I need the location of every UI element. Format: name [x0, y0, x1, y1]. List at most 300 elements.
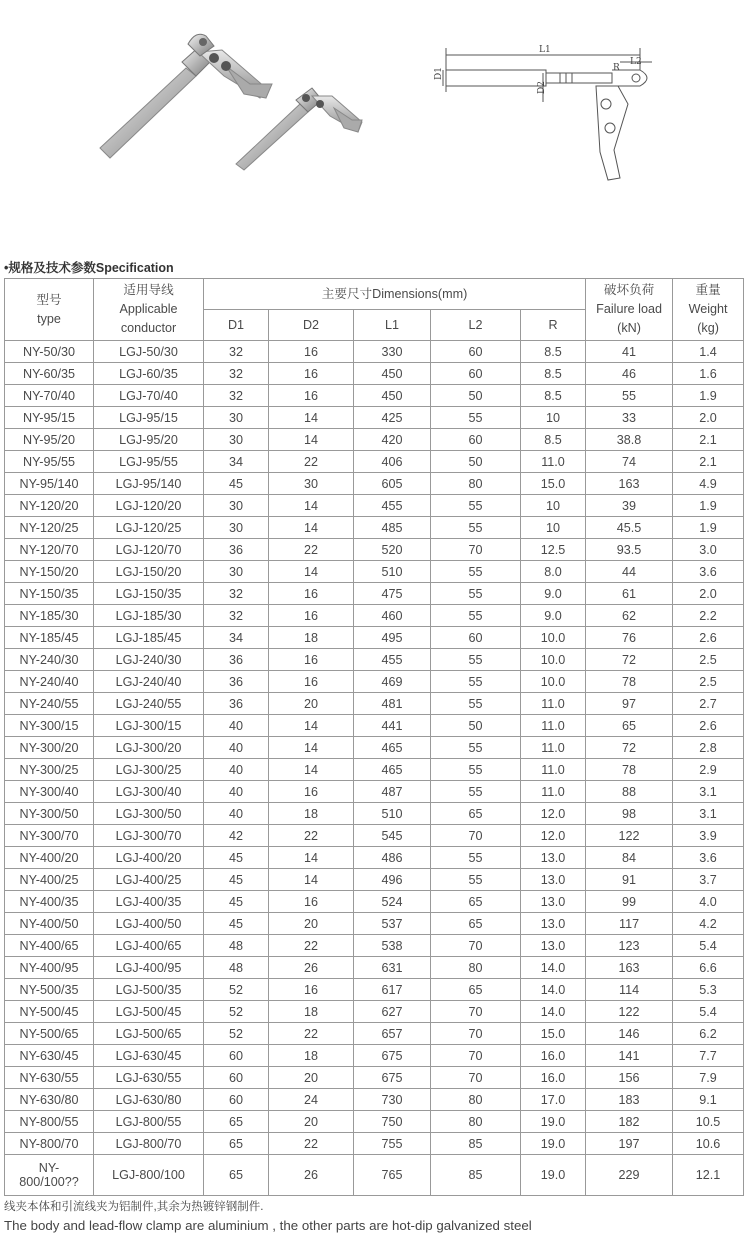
- table-cell: 487: [354, 781, 431, 803]
- table-cell: 10.6: [673, 1133, 744, 1155]
- table-cell: 99: [586, 891, 673, 913]
- table-row: [5, 847, 744, 869]
- table-cell: NY-300/40: [5, 781, 94, 803]
- table-cell: 45: [204, 473, 269, 495]
- table-cell: NY-400/35: [5, 891, 94, 913]
- table-cell: LGJ-50/30: [94, 341, 204, 363]
- table-cell: 78: [586, 671, 673, 693]
- table-cell: 475: [354, 583, 431, 605]
- table-cell: LGJ-400/50: [94, 913, 204, 935]
- table-row: [5, 935, 744, 957]
- table-cell: 98: [586, 803, 673, 825]
- table-cell: 36: [204, 671, 269, 693]
- table-cell: LGJ-60/35: [94, 363, 204, 385]
- table-cell: NY-95/55: [5, 451, 94, 473]
- table-row: [5, 1067, 744, 1089]
- table-cell: 11.0: [521, 451, 586, 473]
- table-cell: 16: [269, 891, 354, 913]
- table-cell: 65: [431, 803, 521, 825]
- table-cell: 7.9: [673, 1067, 744, 1089]
- table-cell: 485: [354, 517, 431, 539]
- table-cell: 197: [586, 1133, 673, 1155]
- table-cell: 52: [204, 1001, 269, 1023]
- table-cell: 78: [586, 759, 673, 781]
- table-cell: 16: [269, 979, 354, 1001]
- table-cell: LGJ-500/45: [94, 1001, 204, 1023]
- table-cell: LGJ-120/70: [94, 539, 204, 561]
- table-cell: 88: [586, 781, 673, 803]
- table-cell: LGJ-70/40: [94, 385, 204, 407]
- table-cell: 3.7: [673, 869, 744, 891]
- table-cell: 510: [354, 561, 431, 583]
- table-cell: 141: [586, 1045, 673, 1067]
- table-cell: 156: [586, 1067, 673, 1089]
- table-cell: 12.0: [521, 803, 586, 825]
- table-cell: 55: [431, 495, 521, 517]
- table-cell: 605: [354, 473, 431, 495]
- table-cell: LGJ-120/25: [94, 517, 204, 539]
- table-cell: 122: [586, 825, 673, 847]
- table-cell: 55: [431, 517, 521, 539]
- table-cell: 60: [431, 627, 521, 649]
- table-cell: 11.0: [521, 781, 586, 803]
- svg-text:R: R: [613, 63, 620, 73]
- table-cell: 30: [204, 517, 269, 539]
- table-cell: 22: [269, 451, 354, 473]
- table-cell: 13.0: [521, 935, 586, 957]
- header-type: 型号 type: [5, 279, 94, 341]
- table-cell: LGJ-400/65: [94, 935, 204, 957]
- table-cell: LGJ-300/50: [94, 803, 204, 825]
- table-cell: 50: [431, 715, 521, 737]
- table-row: [5, 1133, 744, 1155]
- table-cell: 420: [354, 429, 431, 451]
- table-cell: 65: [431, 891, 521, 913]
- table-cell: 495: [354, 627, 431, 649]
- table-cell: 627: [354, 1001, 431, 1023]
- table-cell: 5.4: [673, 935, 744, 957]
- product-image: [0, 0, 746, 240]
- table-cell: 16: [269, 341, 354, 363]
- table-cell: 36: [204, 693, 269, 715]
- table-cell: 22: [269, 539, 354, 561]
- table-cell: 24: [269, 1089, 354, 1111]
- table-cell: 72: [586, 649, 673, 671]
- table-cell: 460: [354, 605, 431, 627]
- table-row: [5, 385, 744, 407]
- table-cell: 60: [204, 1045, 269, 1067]
- table-cell: 55: [431, 407, 521, 429]
- table-cell: NY-150/35: [5, 583, 94, 605]
- table-cell: 730: [354, 1089, 431, 1111]
- table-cell: NY-400/20: [5, 847, 94, 869]
- table-cell: 30: [204, 561, 269, 583]
- svg-text:D1: D1: [434, 67, 444, 80]
- table-cell: 41: [586, 341, 673, 363]
- table-cell: 80: [431, 1111, 521, 1133]
- table-cell: 60: [204, 1067, 269, 1089]
- table-cell: 12.5: [521, 539, 586, 561]
- table-cell: 13.0: [521, 869, 586, 891]
- table-cell: 14: [269, 407, 354, 429]
- table-cell: NY- 800/100??: [5, 1155, 94, 1196]
- table-row: [5, 759, 744, 781]
- table-cell: 18: [269, 627, 354, 649]
- table-row: [5, 1045, 744, 1067]
- table-cell: LGJ-95/15: [94, 407, 204, 429]
- table-cell: 36: [204, 649, 269, 671]
- table-cell: 469: [354, 671, 431, 693]
- header-d1: D1: [204, 310, 269, 341]
- table-cell: NY-95/20: [5, 429, 94, 451]
- table-cell: 455: [354, 495, 431, 517]
- table-cell: LGJ-800/70: [94, 1133, 204, 1155]
- header-weight: 重量 Weight (kg): [673, 279, 744, 341]
- table-cell: 72: [586, 737, 673, 759]
- table-cell: 20: [269, 693, 354, 715]
- spec-table-body: [5, 341, 744, 1155]
- table-cell: 16.0: [521, 1067, 586, 1089]
- table-cell: 7.7: [673, 1045, 744, 1067]
- table-cell: 33: [586, 407, 673, 429]
- table-cell: 32: [204, 341, 269, 363]
- table-cell: 60: [204, 1089, 269, 1111]
- table-cell: 26: [269, 957, 354, 979]
- table-row: [5, 1001, 744, 1023]
- table-cell: 16: [269, 671, 354, 693]
- header-conductor: 适用导线 Applicable conductor: [94, 279, 204, 341]
- table-cell: 1.6: [673, 363, 744, 385]
- table-cell: 60: [431, 341, 521, 363]
- table-row: [5, 1111, 744, 1133]
- table-row: [5, 649, 744, 671]
- table-cell: 70: [431, 825, 521, 847]
- table-cell: 44: [586, 561, 673, 583]
- table-cell: 2.1: [673, 451, 744, 473]
- table-cell: 4.0: [673, 891, 744, 913]
- table-cell: 122: [586, 1001, 673, 1023]
- table-cell: 12.1: [673, 1155, 744, 1196]
- table-cell: 1.9: [673, 495, 744, 517]
- table-row: [5, 539, 744, 561]
- table-cell: LGJ-400/20: [94, 847, 204, 869]
- table-cell: 36: [204, 539, 269, 561]
- table-cell: LGJ-800/100: [94, 1155, 204, 1196]
- table-cell: 55: [431, 781, 521, 803]
- table-cell: 3.1: [673, 781, 744, 803]
- table-cell: 2.1: [673, 429, 744, 451]
- table-cell: 70: [431, 1001, 521, 1023]
- table-cell: 40: [204, 737, 269, 759]
- table-cell: 9.0: [521, 583, 586, 605]
- table-cell: 538: [354, 935, 431, 957]
- table-cell: 2.5: [673, 671, 744, 693]
- table-cell: 14: [269, 847, 354, 869]
- table-cell: 2.6: [673, 715, 744, 737]
- table-cell: 16: [269, 363, 354, 385]
- table-cell: LGJ-300/25: [94, 759, 204, 781]
- table-cell: NY-120/70: [5, 539, 94, 561]
- table-cell: 755: [354, 1133, 431, 1155]
- table-row: [5, 363, 744, 385]
- table-cell: 30: [204, 407, 269, 429]
- table-cell: 675: [354, 1067, 431, 1089]
- table-cell: 60: [431, 363, 521, 385]
- table-cell: LGJ-300/15: [94, 715, 204, 737]
- table-cell: LGJ-300/20: [94, 737, 204, 759]
- table-cell: 1.9: [673, 517, 744, 539]
- table-row: [5, 627, 744, 649]
- table-cell: 55: [431, 671, 521, 693]
- table-cell: 70: [431, 935, 521, 957]
- table-cell: 70: [431, 539, 521, 561]
- table-cell: 524: [354, 891, 431, 913]
- table-cell: 11.0: [521, 759, 586, 781]
- table-cell: 16: [269, 385, 354, 407]
- table-cell: 55: [431, 693, 521, 715]
- table-cell: 765: [354, 1155, 431, 1196]
- table-cell: 30: [204, 495, 269, 517]
- table-cell: 182: [586, 1111, 673, 1133]
- table-cell: 85: [431, 1155, 521, 1196]
- table-cell: NY-800/70: [5, 1133, 94, 1155]
- table-cell: 6.6: [673, 957, 744, 979]
- table-cell: 38.8: [586, 429, 673, 451]
- table-cell: 14: [269, 869, 354, 891]
- table-cell: 65: [204, 1111, 269, 1133]
- table-cell: 13.0: [521, 913, 586, 935]
- table-cell: 17.0: [521, 1089, 586, 1111]
- table-cell: LGJ-95/140: [94, 473, 204, 495]
- table-cell: NY-240/40: [5, 671, 94, 693]
- table-cell: 3.1: [673, 803, 744, 825]
- header-dimensions: 主要尺寸Dimensions(mm): [204, 279, 586, 310]
- table-cell: 50: [431, 385, 521, 407]
- table-row: [5, 1155, 744, 1196]
- table-cell: NY-300/15: [5, 715, 94, 737]
- table-cell: NY-400/50: [5, 913, 94, 935]
- table-cell: LGJ-400/35: [94, 891, 204, 913]
- table-cell: 8.0: [521, 561, 586, 583]
- table-cell: 48: [204, 935, 269, 957]
- table-cell: 3.6: [673, 847, 744, 869]
- table-row: [5, 517, 744, 539]
- table-cell: 16: [269, 605, 354, 627]
- table-cell: 65: [431, 913, 521, 935]
- table-cell: 18: [269, 1045, 354, 1067]
- table-cell: 117: [586, 913, 673, 935]
- table-cell: 70: [431, 1067, 521, 1089]
- table-cell: LGJ-300/70: [94, 825, 204, 847]
- table-cell: NY-240/55: [5, 693, 94, 715]
- table-cell: 146: [586, 1023, 673, 1045]
- table-cell: 5.3: [673, 979, 744, 1001]
- svg-text:D2: D2: [537, 81, 547, 94]
- table-cell: 2.0: [673, 583, 744, 605]
- dimension-drawing: [443, 48, 652, 180]
- table-cell: 11.0: [521, 737, 586, 759]
- table-cell: 10.0: [521, 627, 586, 649]
- header-r: R: [521, 310, 586, 341]
- table-cell: 61: [586, 583, 673, 605]
- table-cell: NY-240/30: [5, 649, 94, 671]
- table-cell: 62: [586, 605, 673, 627]
- table-row: [5, 341, 744, 363]
- table-cell: 13.0: [521, 891, 586, 913]
- table-cell: 183: [586, 1089, 673, 1111]
- table-cell: 42: [204, 825, 269, 847]
- table-cell: 34: [204, 627, 269, 649]
- table-row: [5, 495, 744, 517]
- table-cell: NY-630/55: [5, 1067, 94, 1089]
- table-cell: 1.4: [673, 341, 744, 363]
- table-cell: 14.0: [521, 1001, 586, 1023]
- header-l2: L2: [431, 310, 521, 341]
- table-cell: 50: [431, 451, 521, 473]
- table-cell: 18: [269, 1001, 354, 1023]
- table-cell: 19.0: [521, 1155, 586, 1196]
- table-row: [5, 715, 744, 737]
- table-cell: 10: [521, 495, 586, 517]
- table-cell: LGJ-400/95: [94, 957, 204, 979]
- table-row: [5, 407, 744, 429]
- table-cell: 10.0: [521, 649, 586, 671]
- table-cell: 30: [204, 429, 269, 451]
- table-cell: 26: [269, 1155, 354, 1196]
- clamp-photo-small: [236, 88, 362, 170]
- table-cell: 496: [354, 869, 431, 891]
- table-cell: 20: [269, 913, 354, 935]
- table-row: [5, 979, 744, 1001]
- table-cell: LGJ-800/55: [94, 1111, 204, 1133]
- table-cell: LGJ-630/45: [94, 1045, 204, 1067]
- table-cell: 55: [431, 649, 521, 671]
- table-cell: 52: [204, 1023, 269, 1045]
- table-cell: NY-630/45: [5, 1045, 94, 1067]
- table-cell: 631: [354, 957, 431, 979]
- table-cell: 15.0: [521, 473, 586, 495]
- table-cell: 14: [269, 429, 354, 451]
- table-cell: 15.0: [521, 1023, 586, 1045]
- table-cell: 10.5: [673, 1111, 744, 1133]
- table-row: [5, 561, 744, 583]
- table-cell: LGJ-500/65: [94, 1023, 204, 1045]
- table-cell: 10.0: [521, 671, 586, 693]
- table-cell: LGJ-150/35: [94, 583, 204, 605]
- table-cell: LGJ-240/40: [94, 671, 204, 693]
- table-cell: 22: [269, 1133, 354, 1155]
- table-cell: 657: [354, 1023, 431, 1045]
- table-cell: 5.4: [673, 1001, 744, 1023]
- table-cell: 425: [354, 407, 431, 429]
- table-cell: 60: [431, 429, 521, 451]
- table-cell: NY-95/15: [5, 407, 94, 429]
- table-row: [5, 781, 744, 803]
- table-row: [5, 869, 744, 891]
- table-cell: 45: [204, 891, 269, 913]
- table-cell: 55: [431, 869, 521, 891]
- table-cell: 55: [586, 385, 673, 407]
- table-cell: 20: [269, 1067, 354, 1089]
- table-cell: 10: [521, 517, 586, 539]
- table-cell: 18: [269, 803, 354, 825]
- table-row: [5, 693, 744, 715]
- table-cell: 45.5: [586, 517, 673, 539]
- table-row: [5, 825, 744, 847]
- table-cell: 2.8: [673, 737, 744, 759]
- table-cell: 16: [269, 781, 354, 803]
- table-cell: 8.5: [521, 363, 586, 385]
- table-cell: 6.2: [673, 1023, 744, 1045]
- table-cell: NY-185/45: [5, 627, 94, 649]
- table-row: [5, 737, 744, 759]
- table-cell: 2.2: [673, 605, 744, 627]
- table-cell: 93.5: [586, 539, 673, 561]
- table-cell: 510: [354, 803, 431, 825]
- table-cell: NY-300/50: [5, 803, 94, 825]
- table-row: [5, 803, 744, 825]
- table-cell: 486: [354, 847, 431, 869]
- table-cell: 97: [586, 693, 673, 715]
- table-cell: 22: [269, 825, 354, 847]
- table-cell: 14.0: [521, 979, 586, 1001]
- spec-table: [4, 278, 744, 1196]
- table-cell: 32: [204, 605, 269, 627]
- table-cell: 46: [586, 363, 673, 385]
- table-cell: 48: [204, 957, 269, 979]
- note-chinese: 线夹本体和引流线夹为铝制件,其余为热镀锌钢制件.: [4, 1201, 264, 1213]
- table-cell: 20: [269, 1111, 354, 1133]
- table-cell: 14: [269, 495, 354, 517]
- table-cell: 441: [354, 715, 431, 737]
- svg-text:L1: L1: [539, 45, 551, 55]
- table-cell: 13.0: [521, 847, 586, 869]
- table-cell: 750: [354, 1111, 431, 1133]
- table-cell: 52: [204, 979, 269, 1001]
- table-cell: 1.9: [673, 385, 744, 407]
- table-cell: 229: [586, 1155, 673, 1196]
- table-cell: 65: [586, 715, 673, 737]
- table-cell: 12.0: [521, 825, 586, 847]
- table-cell: NY-400/65: [5, 935, 94, 957]
- table-row: [5, 429, 744, 451]
- table-cell: LGJ-630/55: [94, 1067, 204, 1089]
- table-cell: 14: [269, 715, 354, 737]
- table-cell: NY-300/20: [5, 737, 94, 759]
- table-cell: NY-95/140: [5, 473, 94, 495]
- table-cell: 55: [431, 847, 521, 869]
- spec-title: •规格及技术参数Specification: [4, 261, 174, 275]
- table-row: [5, 583, 744, 605]
- table-cell: LGJ-185/30: [94, 605, 204, 627]
- table-cell: LGJ-95/55: [94, 451, 204, 473]
- table-cell: 74: [586, 451, 673, 473]
- table-cell: 163: [586, 473, 673, 495]
- table-cell: NY-400/25: [5, 869, 94, 891]
- table-cell: 8.5: [521, 429, 586, 451]
- table-cell: 22: [269, 935, 354, 957]
- table-cell: 455: [354, 649, 431, 671]
- table-cell: NY-630/80: [5, 1089, 94, 1111]
- table-cell: 16: [269, 649, 354, 671]
- table-cell: 2.9: [673, 759, 744, 781]
- table-cell: 3.6: [673, 561, 744, 583]
- table-cell: 450: [354, 363, 431, 385]
- table-cell: 65: [204, 1155, 269, 1196]
- table-cell: NY-185/30: [5, 605, 94, 627]
- table-cell: 45: [204, 847, 269, 869]
- table-cell: 34: [204, 451, 269, 473]
